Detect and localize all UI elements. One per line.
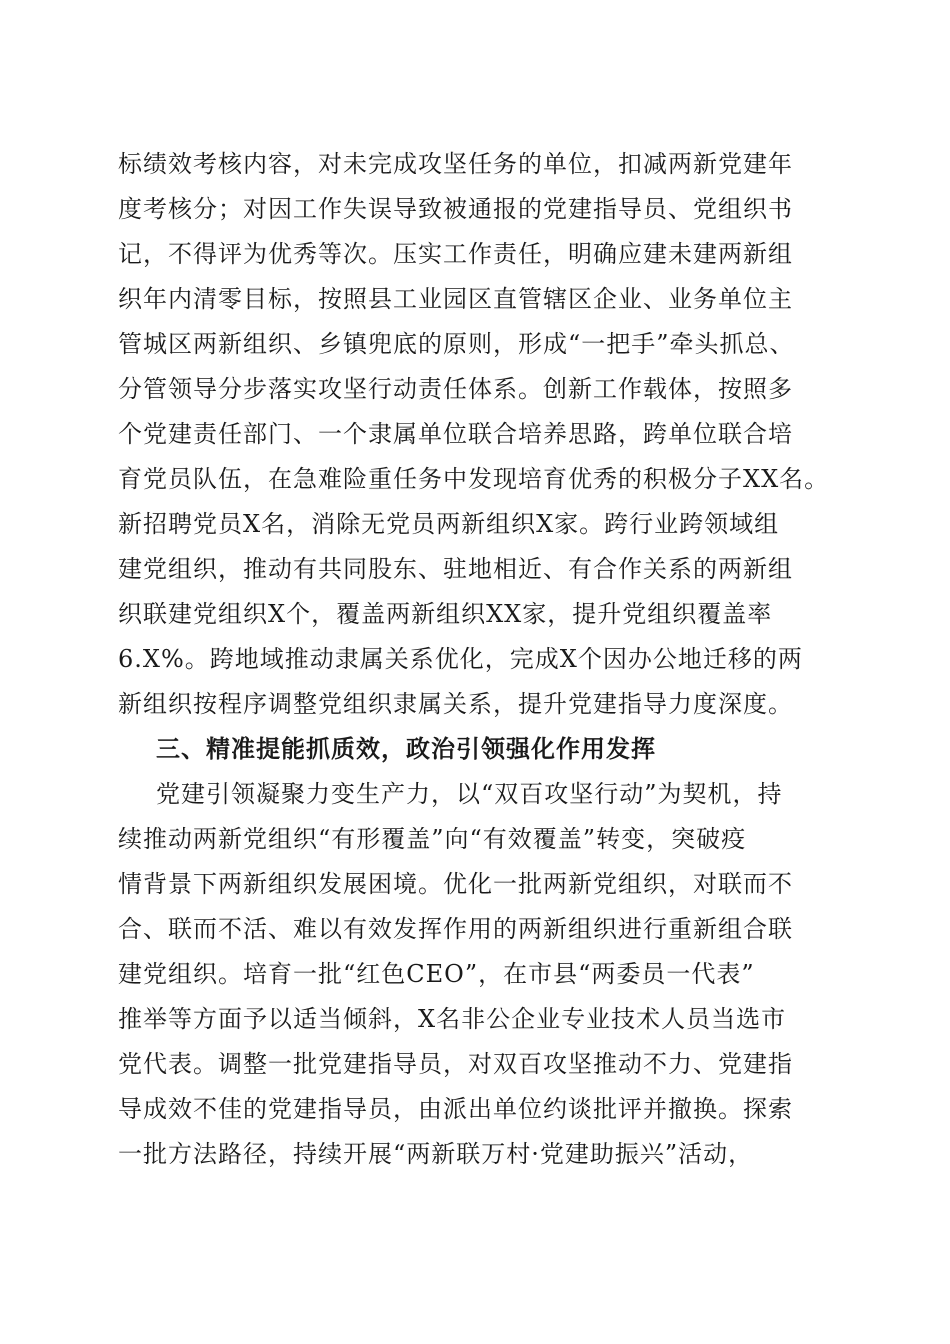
text-line: 建党组织，推动有共同股东、驻地相近、有合作关系的两新组 xyxy=(118,555,793,583)
text-line: 记，不得评为优秀等次。压实工作责任，明确应建未建两新组 xyxy=(118,240,793,268)
section-heading: 三、精准提能抓质效，政治引领强化作用发挥 xyxy=(156,735,656,763)
text-line: 推举等方面予以适当倾斜，X名非公企业专业技术人员当选市 xyxy=(118,1005,787,1033)
text-line: 度考核分；对因工作失误导致被通报的党建指导员、党组织书 xyxy=(118,195,793,223)
text-line: 标绩效考核内容，对未完成攻坚任务的单位，扣减两新党建年 xyxy=(118,150,793,178)
text-line: 一批方法路径，持续开展“两新联万村·党建助振兴”活动， xyxy=(118,1140,754,1168)
text-line: 织年内清零目标，按照县工业园区直管辖区企业、业务单位主 xyxy=(118,285,793,313)
text-line: 个党建责任部门、一个隶属单位联合培养思路，跨单位联合培 xyxy=(118,420,793,448)
text-line: 育党员队伍，在急难险重任务中发现培育优秀的积极分子XX名。 xyxy=(118,465,830,493)
text-line: 分管领导分步落实攻坚行动责任体系。创新工作载体，按照多 xyxy=(118,375,793,403)
text-line: 合、联而不活、难以有效发挥作用的两新组织进行重新组合联 xyxy=(118,915,793,943)
text-line: 织联建党组织X个，覆盖两新组织XX家，提升党组织覆盖率 xyxy=(118,600,773,628)
text-line: 新招聘党员X名，消除无党员两新组织X家。跨行业跨领域组 xyxy=(118,510,780,538)
text-line: 党代表。调整一批党建指导员，对双百攻坚推动不力、党建指 xyxy=(118,1050,793,1078)
text-line: 管城区两新组织、乡镇兜底的原则，形成“一把手”牵头抓总、 xyxy=(118,330,795,358)
text-line: 6.X%。跨地域推动隶属关系优化，完成X个因办公地迁移的两 xyxy=(118,645,803,673)
text-line: 建党组织。培育一批“红色CEO”，在市县“两委员一代表” xyxy=(118,960,755,988)
text-line: 新组织按程序调整党组织隶属关系，提升党建指导力度深度。 xyxy=(118,690,793,718)
text-line: 情背景下两新组织发展困境。优化一批两新党组织，对联而不 xyxy=(118,870,793,898)
text-line: 续推动两新党组织“有形覆盖”向“有效覆盖”转变，突破疫 xyxy=(118,825,747,853)
text-line: 党建引领凝聚力变生产力，以“双百攻坚行动”为契机，持 xyxy=(156,780,783,808)
text-line: 导成效不佳的党建指导员，由派出单位约谈批评并撤换。探索 xyxy=(118,1095,793,1123)
